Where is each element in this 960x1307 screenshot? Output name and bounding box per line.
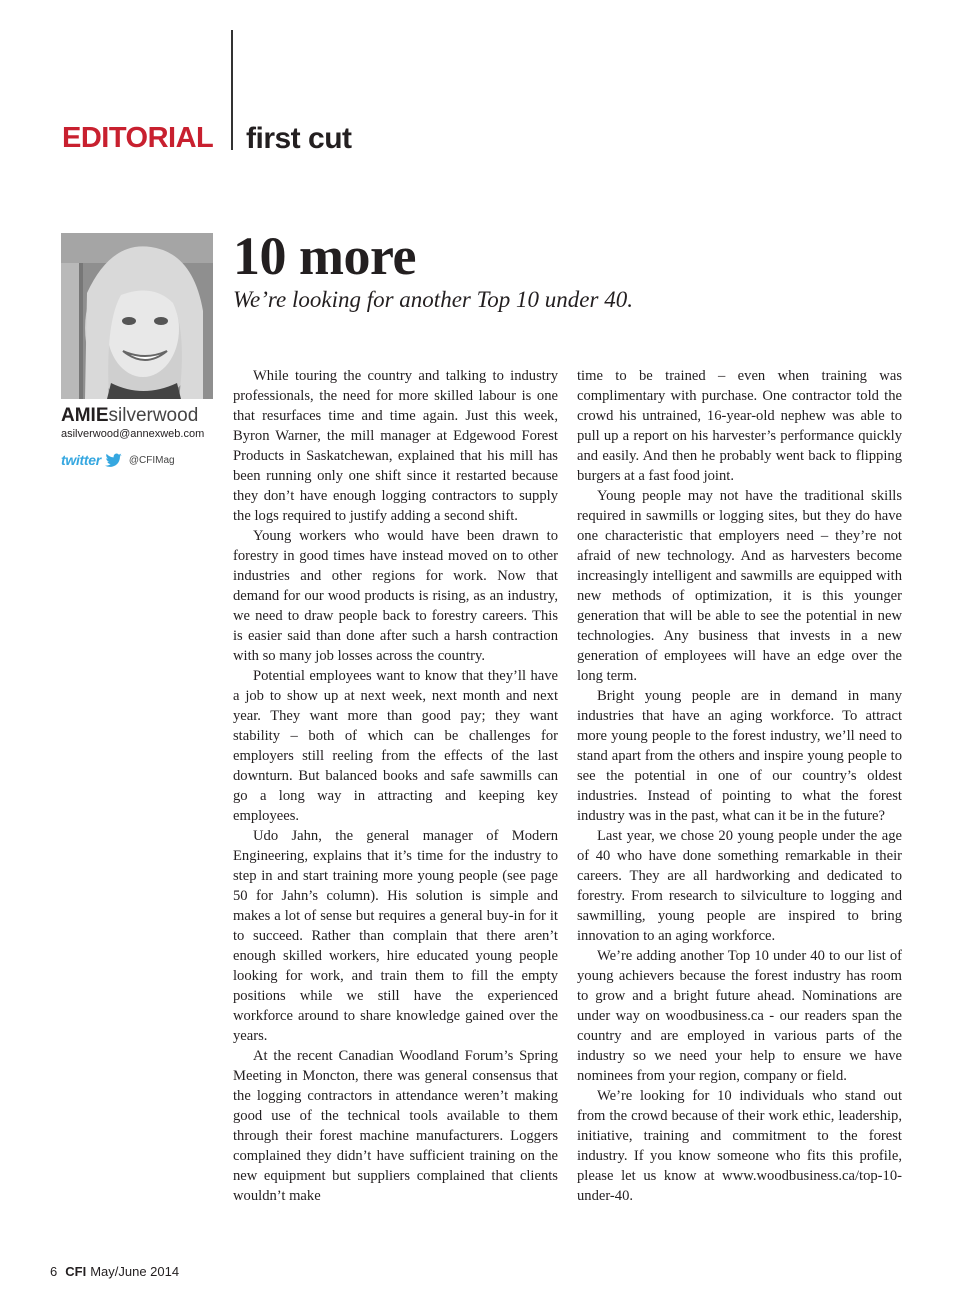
author-email[interactable]: asilverwood@annexweb.com <box>61 428 205 440</box>
twitter-handle: @CFIMag <box>128 454 175 466</box>
twitter-logo-text: twitter <box>61 452 101 468</box>
paragraph: We’re looking for 10 individuals who stand out from the crowd because of their work ethic, leadership, initiative, training and commitment to the forest industry. If you know someone who fits this profile, please let us know at www.woodbusiness.ca/top-10-under-40. <box>577 1088 902 1204</box>
issue-date: May/June 2014 <box>90 1264 180 1279</box>
article-column-right <box>577 366 902 1206</box>
author-first-name: AMIE <box>61 405 109 426</box>
paragraph: We’re adding another Top 10 under 40 to our list of young achievers because the forest industry has room to grow and a bright future ahead. Nominations are under way on woodbusiness.ca - our readers span the country and are employed in various parts of the industry so we need your help to ensure we have nominees from your region, company or field. <box>577 948 902 1084</box>
twitter-link[interactable] <box>61 452 175 468</box>
paragraph: Last year, we chose 20 young people under the age of 40 who have done something remarkable in their careers. They are all hardworking and dedicated to forestry. From research to silviculture to logging and sawmilling, young people are inspired to bring innovation to an aging workforce. <box>577 828 902 944</box>
paragraph: Potential employees want to know that they’ll have a job to show up at next week, next month and next year. They want more than good pay; they want stability – both of which can be challenges for employers still reeling from the effects of the last downturn. But balanced books and safe sawmills can go a long way in attracting and keeping key employees. <box>233 668 558 824</box>
page-footer <box>50 1264 179 1279</box>
section-subtitle: first cut <box>246 122 352 155</box>
section-label: EDITORIAL <box>62 122 214 154</box>
paragraph: At the recent Canadian Woodland Forum’s Spring Meeting in Moncton, there was general consensus that the logging contractors in attendance weren’t making good use of the technical tools available to them through their forest machine manufacturers. Loggers complained they didn’t have sufficient training on the new equipment but suppliers complained that clients wouldn’t make <box>233 1048 558 1204</box>
twitter-bird-icon <box>105 453 123 467</box>
article-column-left <box>233 366 558 1206</box>
article-title: 10 more <box>233 226 416 286</box>
author-photo <box>61 233 213 399</box>
page-number: 6 <box>50 1264 58 1279</box>
paragraph: Bright young people are in demand in many industries that have an aging workforce. To attract more young people to the forest industry, we’ll need to stand apart from the others and inspire young people to see the potential in one of our country’s oldest industries. Instead of pointing to what the forest industry was in the past, what can it be in the future? <box>577 688 902 824</box>
paragraph: Young people may not have the traditional skills required in sawmills or logging sites, but they do have one characteristic that employers need – they’re not afraid of new technology. And as harvesters become increasingly intelligent and sawmills are equipped with new methods of optimization, it is this younger generation that will be able to see the potential in new technologies. Any business that invests in a new generation of employees will have an edge over the long term. <box>577 488 902 684</box>
author-last-name: silverwood <box>108 405 199 426</box>
magazine-name: CFI <box>65 1264 87 1279</box>
paragraph: While touring the country and talking to industry professionals, the need for more skilled labour is one that resurfaces time and time again. Just this week, Byron Warner, the mill manager at Edgewood Forest Products in Saskatchewan, explained that his mill has been running only one shift since it restarted because they don’t have enough logging contractors to supply the logs required to justify adding a second shift. <box>233 368 558 524</box>
paragraph: Young workers who would have been drawn to forestry in good times have instead moved on to other industries and other regions for work. Now that demand for our wood products is rising, as an industry, we need to draw people back to forestry careers. This is easier said than done after such a harsh contraction with so many job losses across the country. <box>233 528 558 664</box>
paragraph: time to be trained – even when training was complimentary with purchase. One contractor told the crowd his untrained, 16-year-old nephew was able to pull up a report on his harvester’s performance quickly and easily. And then he probably went back to flipping burgers at a fast food joint. <box>577 368 902 484</box>
header-divider <box>231 30 233 150</box>
author-name <box>61 405 198 427</box>
paragraph: Udo Jahn, the general manager of Modern Engineering, explains that it’s time for the industry to step in and start training more young people (see page 50 for Jahn’s column). His solution is simple and makes a lot of sense but requires a general buy-in for it to succeed. Rather than complain that there aren’t enough skilled workers, hire educated young people looking for work, and train them to fill the empty positions while we still have the experienced workforce around to share knowledge gained over the years. <box>233 828 558 1044</box>
article-subtitle: We’re looking for another Top 10 under 40. <box>233 287 633 312</box>
